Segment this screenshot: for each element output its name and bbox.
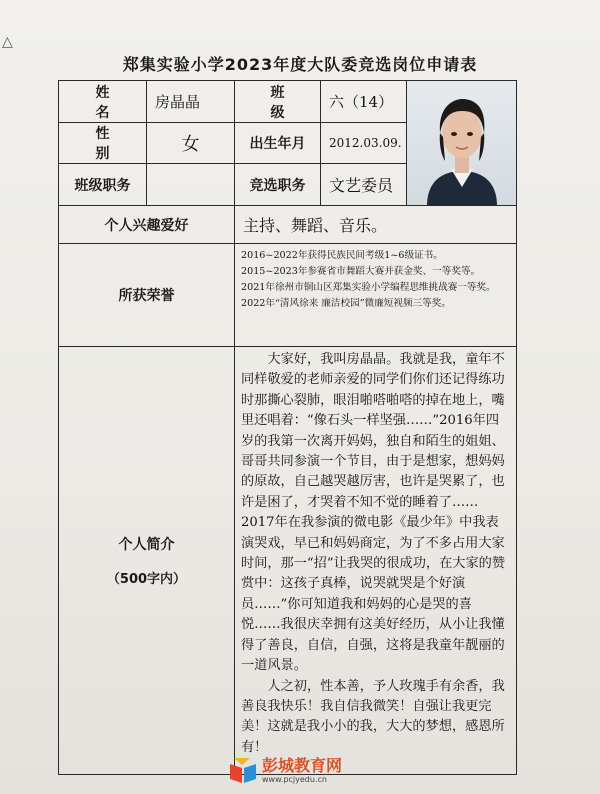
class-duty-value: [147, 164, 235, 206]
watermark-url: www.pcjyedu.cn: [262, 775, 327, 784]
intro-text: [235, 347, 517, 775]
honors-list: [235, 244, 517, 347]
portrait-icon: [407, 81, 516, 205]
campaign-label: 竞选职务: [235, 164, 321, 206]
watermark-text: 彭城教育网: [262, 756, 343, 775]
gender-value: 女: [147, 123, 235, 164]
student-photo: [407, 81, 517, 206]
class-label: 班 级: [235, 81, 321, 123]
honor-item: 2021年徐州市铜山区郑集实验小学编程思维挑战赛一等奖。: [241, 282, 496, 293]
application-form-table: [58, 80, 517, 775]
birth-label: 出生年月: [235, 123, 321, 164]
campaign-value: 文艺委员: [321, 164, 517, 206]
site-watermark: [228, 752, 378, 788]
honor-item: 2016~2022年获得民族民间考级1~6级证书。: [241, 250, 443, 261]
honor-item: 2022年“清风徐来 廉洁校园”微廉短视频三等奖。: [241, 298, 451, 309]
gender-label: 性 别: [59, 123, 147, 164]
class-value: 六（14）: [321, 81, 407, 123]
class-duty-label: 班级职务: [59, 164, 147, 206]
intro-paragraph: 大家好，我叫房晶晶。我就是我，童年不同样敬爱的老师亲爱的同学们你们还记得练功时那撕心裂肺，眼泪啪嗒啪嗒的掉在地上，嘴里还唱着：“像石头一样坚强……”2016年四岁的我第一次离开妈妈，独自和陌生的姐姐、哥哥共同参演一个节目，由于是想家，想妈妈的原故，自己越哭越厉害，也许是哭累了，也许是困了，才哭着不知不觉的睡着了……2017年在我参演的微电影《最少年》中我表演哭戏，早已和妈妈商定，为了不多占用大家时间，那一“招”让我哭的很成功，在大家的赞赏中：这孩子真棒，说哭就哭是个好演员……”你可知道我和妈妈的心是哭的喜悦……我很庆幸拥有这美好经历，从小让我懂得了善良，自信，自强，这将是我童年靓丽的一道风景。: [241, 352, 506, 674]
intro-paragraph: 人之初，性本善，予人玫瑰手有余香，我善良我快乐！我自信我微笑！自强让我更完美！这就是我小小的我，大大的梦想，感恩所有！: [241, 678, 505, 755]
name-value: 房晶晶: [147, 81, 235, 123]
honors-label: 所获荣誉: [59, 244, 235, 347]
hobby-label: 个人兴趣爱好: [59, 206, 235, 244]
name-label: 姓 名: [59, 81, 147, 123]
intro-label: 个人简介: [118, 537, 175, 553]
portrait-image: [407, 81, 516, 205]
book-logo-icon: [228, 756, 258, 784]
honor-item: 2015~2023年参赛省市舞蹈大赛并获金奖、一等奖等。: [241, 266, 481, 277]
intro-word-limit: （500字内）: [106, 572, 187, 587]
birth-value: 2012.03.09.: [321, 123, 407, 164]
page-title: 郑集实验小学2023年度大队委竞选岗位申请表: [122, 55, 478, 74]
corner-pencil-mark: △: [2, 34, 13, 50]
hobby-value: 主持、舞蹈、音乐。: [235, 206, 517, 244]
intro-label-cell: [59, 347, 235, 775]
